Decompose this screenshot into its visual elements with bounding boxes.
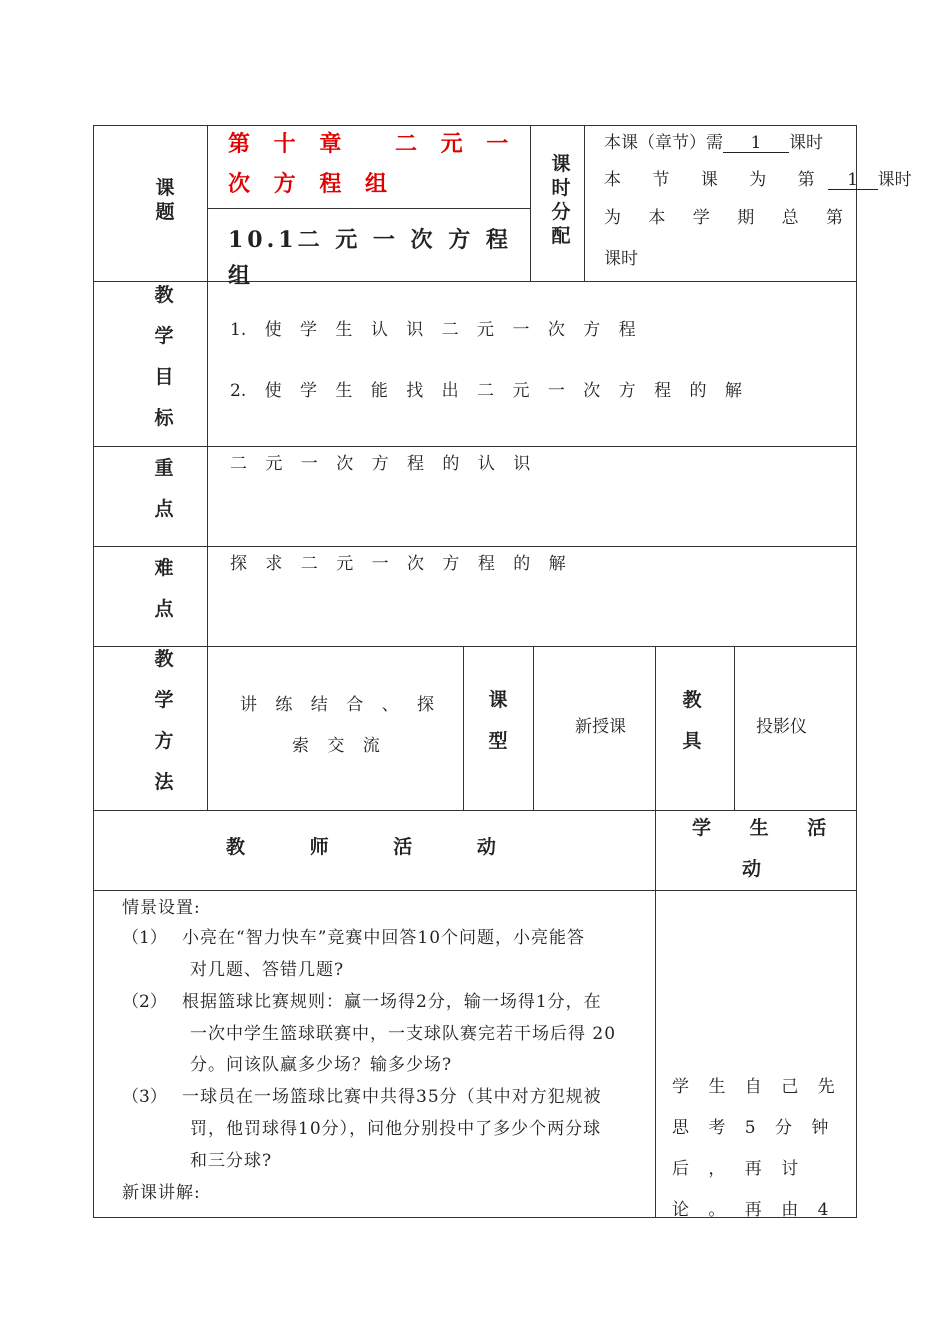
grid-line: [93, 125, 94, 1218]
grid-line: [93, 810, 857, 811]
question-2-line-1: 根据篮球比赛规则：赢一场得2分，输一场得1分，在: [182, 992, 602, 1012]
lesson-type-value: 新授课: [575, 717, 626, 737]
objective-2: 2. 使 学 生 能 找 出 二 元 一 次 方 程 的 解: [230, 381, 742, 401]
student-activity-line-3: 后 ， 再 讨: [672, 1159, 799, 1179]
grid-line: [207, 125, 208, 810]
difficulty-text: 探 求 二 元 一 次 方 程 的 解: [230, 554, 566, 574]
label-method: 教 学 方 法: [154, 648, 174, 793]
key-point-text: 二 元 一 次 方 程 的 认 识: [230, 454, 531, 474]
question-2-line-2: 一次中学生篮球联赛中，一支球队赛完若干场后得 20: [190, 1024, 617, 1044]
question-1-number: （1）: [122, 928, 167, 948]
hours-value: 1: [828, 171, 878, 190]
label-lesson-type: 课 型: [488, 689, 508, 752]
chapter-title: 第 十 章 二 元 一 次 方 程 组: [228, 131, 517, 197]
question-1-line-1: 小亮在“智力快车”竞赛中回答10个问题，小亮能答: [182, 928, 586, 948]
label-objectives: 教 学 目 标: [154, 284, 174, 429]
label-key-point: 重 点: [154, 457, 174, 520]
grid-line: [93, 890, 857, 891]
scenario-heading: 情景设置:: [122, 898, 201, 918]
student-activity-header-1: 学 生 活: [692, 817, 827, 839]
hours-text: 课时: [789, 133, 823, 153]
hours-text: 本 节 课 为 第: [604, 170, 828, 190]
teaching-tools-value: 投影仪: [756, 717, 807, 737]
hours-line-3: 为 本 学 期 总 第: [604, 208, 844, 228]
hours-text: 课时: [877, 170, 912, 190]
grid-line: [734, 646, 735, 810]
question-2-line-3: 分。问该队赢多少场？输多少场?: [190, 1055, 453, 1075]
question-3-number: （3）: [122, 1087, 167, 1107]
section-title: 10.1二 元 一 次 方 程 组: [228, 227, 512, 289]
question-1-line-2: 对几题、答错几题?: [190, 960, 345, 980]
grid-line: [584, 125, 585, 281]
hours-line-4: 课时: [604, 249, 638, 269]
grid-line: [856, 125, 857, 1218]
label-title: 课 题: [155, 177, 175, 223]
student-activity-line-4: 论 。 再 由 4: [672, 1200, 829, 1220]
new-lesson-heading: 新课讲解:: [122, 1183, 201, 1203]
student-activity-line-2: 思 考 5 分 钟: [672, 1118, 829, 1138]
objective-1: 1. 使 学 生 认 识 二 元 一 次 方 程: [230, 320, 636, 340]
grid-line: [207, 208, 530, 209]
question-3-line-2: 罚，他罚球得10分），问他分别投中了多少个两分球: [190, 1119, 602, 1139]
student-activity-header-2: 动: [742, 858, 762, 880]
hours-line-2: [604, 165, 912, 190]
question-3-line-1: 一球员在一场篮球比赛中共得35分（其中对方犯规被: [182, 1087, 602, 1107]
grid-line: [655, 646, 656, 1217]
hours-text: 本课（章节）需: [604, 133, 723, 153]
label-teaching-tools: 教 具: [682, 689, 702, 752]
label-hours: 课 时 分 配: [551, 153, 571, 247]
grid-line: [463, 646, 464, 810]
teacher-activity-header: 教 师 活 动: [226, 836, 496, 858]
method-text-1: 讲 练 结 合 、 探: [240, 695, 435, 715]
question-3-line-3: 和三分球?: [190, 1151, 273, 1171]
student-activity-line-1: 学 生 自 己 先: [672, 1077, 835, 1097]
hours-value: 1: [723, 134, 789, 153]
question-2-number: （2）: [122, 992, 167, 1012]
hours-line-1: [604, 128, 823, 153]
label-difficulty: 难 点: [154, 557, 174, 620]
grid-line: [530, 125, 531, 281]
grid-line: [533, 646, 534, 810]
method-text-2: 索 交 流: [292, 736, 380, 756]
